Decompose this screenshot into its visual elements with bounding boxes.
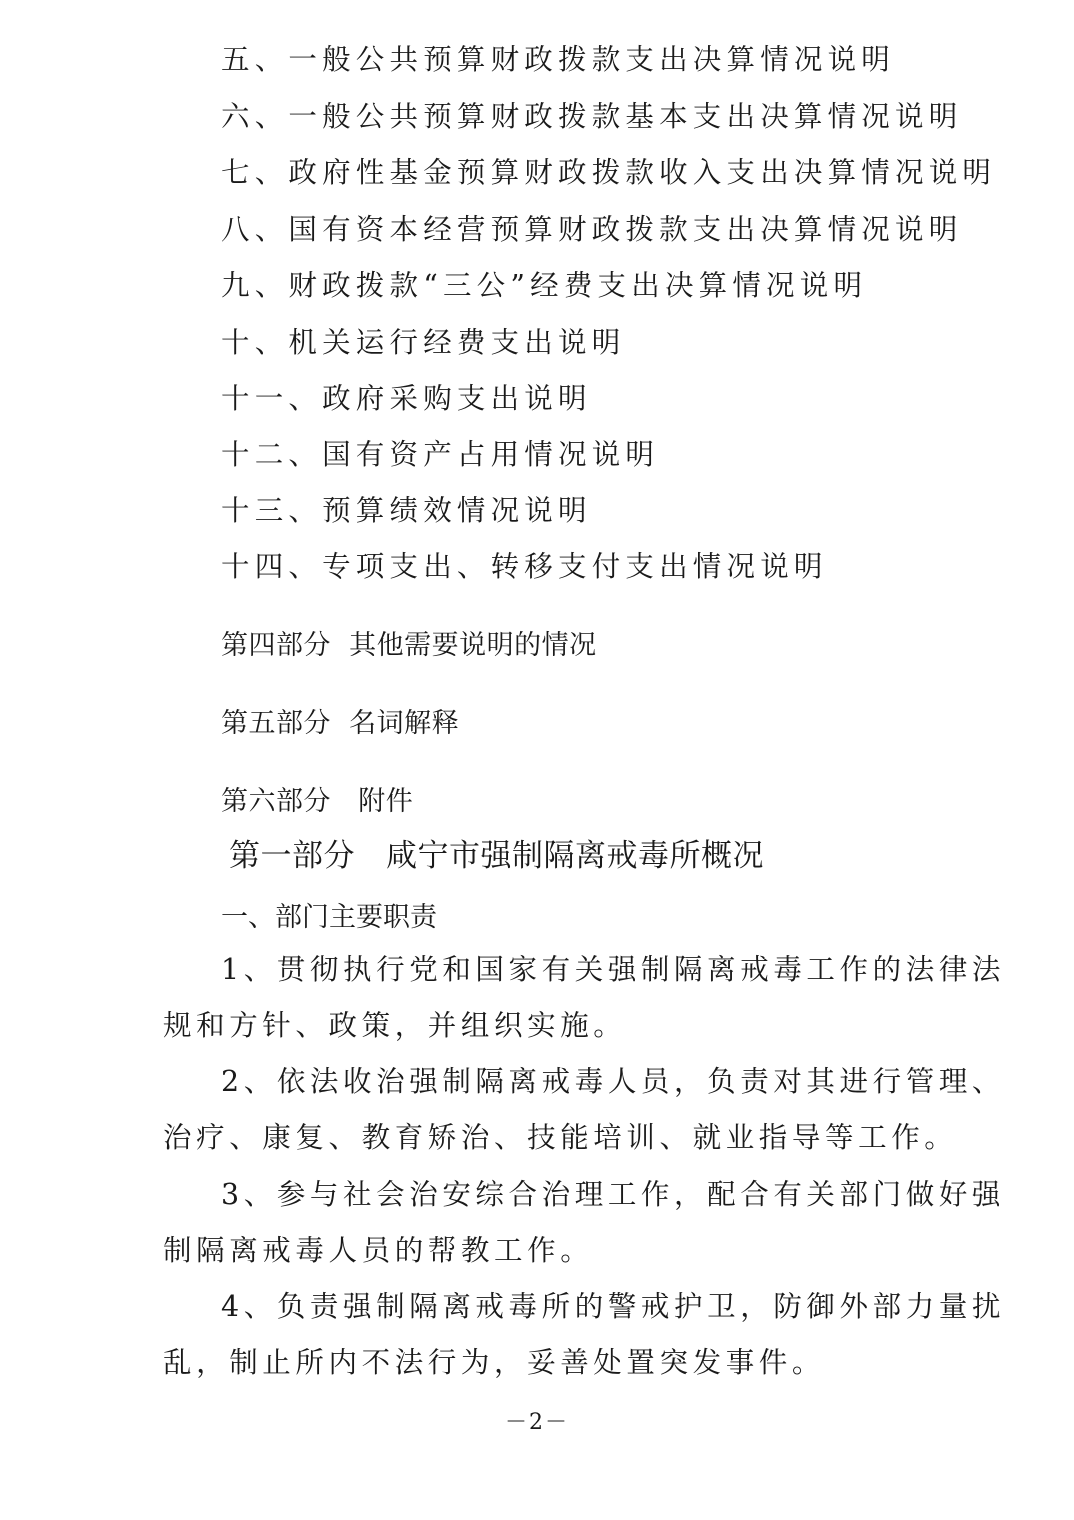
paragraph-line: 1、贯彻执行党和国家有关强制隔离戒毒工作的法律法	[221, 953, 1006, 986]
paragraph-line: 制隔离戒毒人员的帮教工作。	[163, 1234, 594, 1267]
toc-item: 六、一般公共预算财政拨款基本支出决算情况说明	[221, 100, 963, 133]
toc-item: 五、一般公共预算财政拨款支出决算情况说明	[221, 43, 896, 76]
toc-item: 十一、政府采购支出说明	[221, 382, 592, 415]
toc-item: 七、政府性基金预算财政拨款收入支出决算情况说明	[221, 156, 997, 189]
section-heading: 一、部门主要职责	[221, 902, 437, 933]
toc-item: 八、国有资本经营预算财政拨款支出决算情况说明	[221, 213, 963, 246]
page-number: －2－	[505, 1410, 569, 1435]
toc-item: 十、机关运行经费支出说明	[221, 326, 626, 359]
paragraph-line: 规和方针、政策，并组织实施。	[163, 1009, 627, 1042]
paragraph-line: 2、依法收治强制隔离戒毒人员，负责对其进行管理、	[221, 1065, 1006, 1098]
paragraph-line: 治疗、康复、教育矫治、技能培训、就业指导等工作。	[163, 1121, 958, 1154]
toc-item: 十三、预算绩效情况说明	[221, 494, 592, 527]
toc-part-heading: 第四部分 其他需要说明的情况	[221, 630, 597, 661]
toc-part-heading: 第六部分 附件	[221, 786, 414, 817]
toc-part-heading: 第五部分 名词解释	[221, 708, 460, 739]
toc-item: 十四、专项支出、转移支付支出情况说明	[221, 550, 828, 583]
paragraph-line: 3、参与社会治安综合治理工作，配合有关部门做好强	[221, 1178, 1006, 1211]
paragraph-line: 4、负责强制隔离戒毒所的警戒护卫，防御外部力量扰	[221, 1290, 1006, 1323]
toc-item: 十二、国有资产占用情况说明	[221, 438, 660, 471]
chapter-title: 第一部分 咸宁市强制隔离戒毒所概况	[229, 838, 765, 874]
toc-item: 九、财政拨款“三公”经费支出决算情况说明	[221, 269, 868, 302]
paragraph-line: 乱，制止所内不法行为，妥善处置突发事件。	[163, 1346, 826, 1379]
